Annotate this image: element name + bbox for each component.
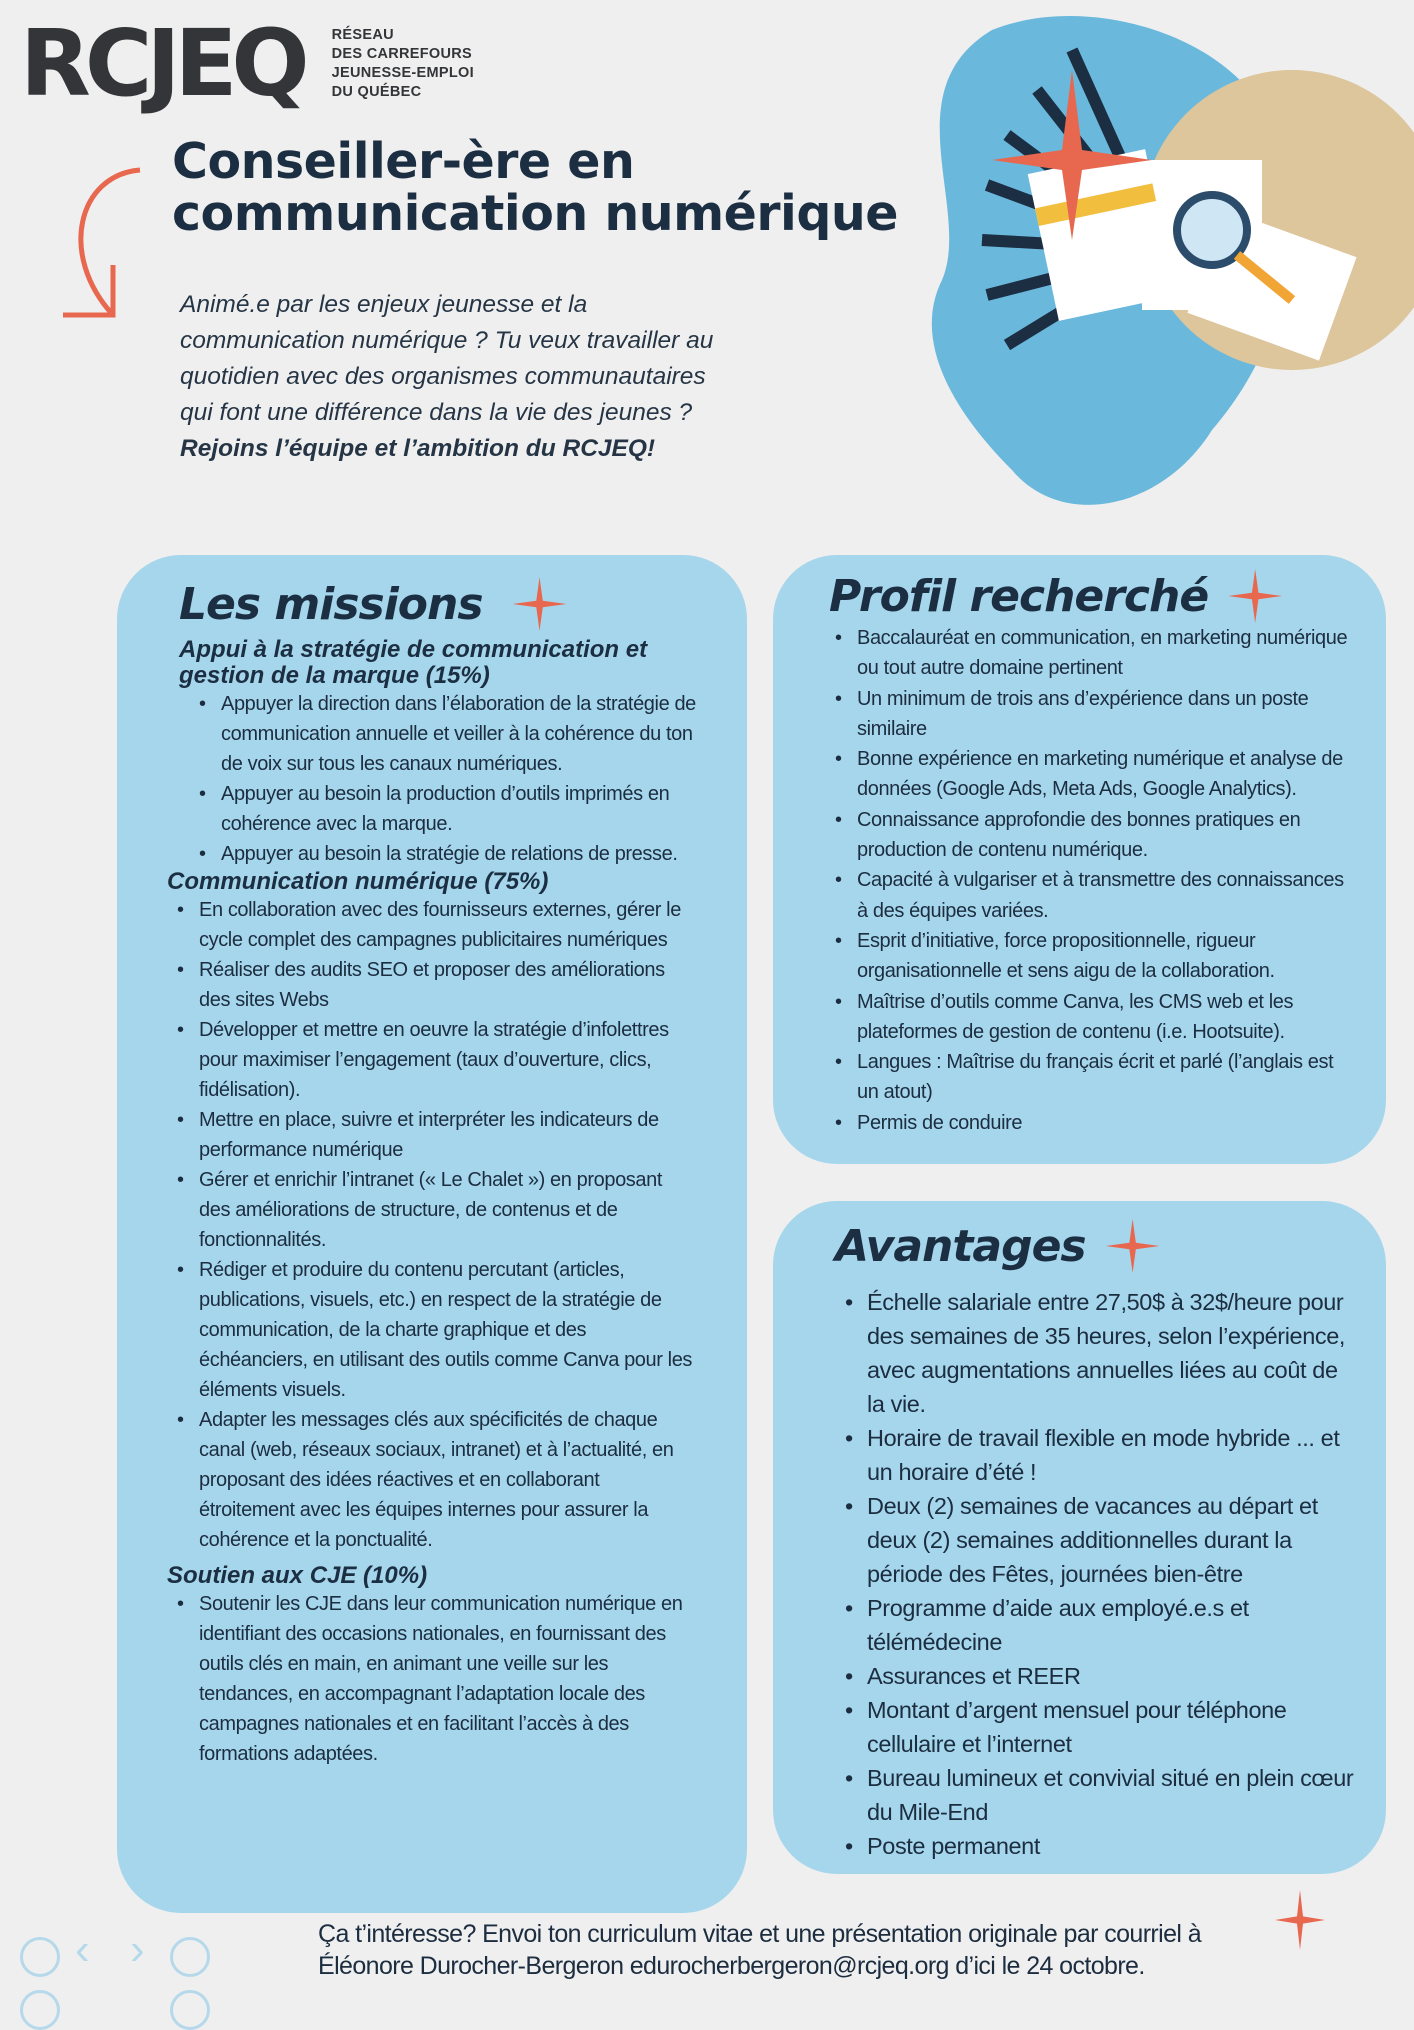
list-item: • Esprit d’initiative, force propositionnelle, rigueur organisationnelle et sens aigu de la collaboration. — [833, 926, 1356, 987]
profil-heading: Profil recherché — [829, 570, 1209, 622]
sparkle-icon — [1228, 569, 1282, 623]
intro-body: Animé.e par les enjeux jeunesse et la communication numérique ? Tu veux travailler au quotidien avec des organismes communautaires qui font une différence dans la vie des jeunes ? — [180, 291, 714, 426]
list-item: • Deux (2) semaines de vacances au départ et deux (2) semaines additionnelles durant la période des Fêtes, journées bien-être — [843, 1489, 1356, 1591]
list-item: • Horaire de travail flexible en mode hybride ... et un horaire d’été ! — [843, 1421, 1356, 1489]
sparkle-icon — [513, 577, 567, 631]
missions-card — [117, 555, 747, 1913]
list-item: • Connaissance approfondie des bonnes pratiques en production de contenu numérique. — [833, 805, 1356, 866]
logo-mark: RCJEQ — [20, 10, 304, 117]
list-item: • Un minimum de trois ans d’expérience dans un poste similaire — [833, 684, 1356, 745]
list-item: • Soutenir les CJE dans leur communication numérique en identifiant des occasions nationales, en fournissant des outils clés en main, en animant une veille sur les tendances, en accompagnant l’adaptation locale des campagnes nationales et en facilitant l’accès à des formations adaptées. — [175, 1589, 697, 1769]
chevron-right-icon: › — [130, 1925, 145, 1974]
circle-decoration-icon — [170, 1937, 210, 1977]
section-title: Soutien aux CJE (10%) — [167, 1562, 428, 1589]
list-item: • Bonne expérience en marketing numérique et analyse de données (Google Ads, Meta Ads, Google Analytics). — [833, 744, 1356, 805]
profil-list — [833, 623, 1356, 1138]
tagline-line: RÉSEAU — [331, 27, 394, 43]
list-item: • Développer et mettre en oeuvre la stratégie d’infolettres pour maximiser l’engagement (taux d’ouverture, clics, fidélisation). — [175, 1015, 697, 1105]
list-item: • Appuyer au besoin la stratégie de relations de presse. — [197, 839, 707, 869]
missions-heading: Les missions — [179, 578, 483, 630]
list-item: • Permis de conduire — [833, 1108, 1356, 1138]
intro-cta: Rejoins l’équipe et l’ambition du RCJEQ! — [180, 435, 656, 462]
list-item: • Rédiger et produire du contenu percutant (articles, publications, visuels, etc.) en respect de la stratégie de communication, de la charte graphique et des échéanciers, en utilisant des outils comme Canva pour les éléments visuels. — [175, 1255, 697, 1405]
tagline-line: JEUNESSE-EMPLOI — [331, 65, 474, 81]
list-item: • Montant d’argent mensuel pour téléphone cellulaire et l’internet — [843, 1693, 1356, 1761]
section-title: Communication numérique (75%) — [167, 868, 549, 895]
sparkle-icon — [1275, 1890, 1325, 1950]
logo — [20, 10, 474, 117]
list-item: • Poste permanent — [843, 1829, 1356, 1863]
avantages-card — [773, 1201, 1386, 1874]
list-item: • En collaboration avec des fournisseurs externes, gérer le cycle complet des campagnes publicitaires numériques — [175, 895, 697, 955]
intro-text — [180, 287, 740, 467]
page-title — [172, 133, 899, 242]
resume-illustration — [912, 10, 1414, 515]
list-item: • Bureau lumineux et convivial situé en plein cœur du Mile-End — [843, 1761, 1356, 1829]
list-item: • Gérer et enrichir l’intranet (« Le Chalet ») en proposant des améliorations de structure, de contenus et de fonctionnalités. — [175, 1165, 697, 1255]
list-item: • Mettre en place, suivre et interpréter les indicateurs de performance numérique — [175, 1105, 697, 1165]
curved-arrow-icon — [58, 165, 148, 325]
section-title: Appui à la stratégie de communication et gestion de la marque (15%) — [179, 636, 648, 689]
footer-line: Éléonore Durocher-Bergeron edurocherbergeron@rcjeq.org d’ici le 24 octobre. — [318, 1952, 1145, 1980]
list-item: • Capacité à vulgariser et à transmettre des connaissances à des équipes variées. — [833, 865, 1356, 926]
list-item: • Adapter les messages clés aux spécificités de chaque canal (web, réseaux sociaux, intranet) et à l’actualité, en proposant des idées réactives et en collaborant étroitement avec les équipes internes pour assurer la cohérence et la ponctualité. — [175, 1405, 697, 1555]
list-item: • Maîtrise d’outils comme Canva, les CMS web et les plateformes de gestion de contenu (i.e. Hootsuite). — [833, 987, 1356, 1048]
avantages-heading: Avantages — [835, 1220, 1086, 1272]
list-item: • Assurances et REER — [843, 1659, 1356, 1693]
list-item: • Appuyer au besoin la production d’outils imprimés en cohérence avec la marque. — [197, 779, 707, 839]
circle-decoration-icon — [20, 1937, 60, 1977]
section-list — [175, 1589, 697, 1769]
circle-decoration-icon — [170, 1990, 210, 2030]
profil-card — [773, 555, 1386, 1164]
list-item: • Échelle salariale entre 27,50$ à 32$/heure pour des semaines de 35 heures, selon l’expérience, avec augmentations annuelles liées au coût de la vie. — [843, 1285, 1356, 1421]
list-item: • Appuyer la direction dans l’élaboration de la stratégie de communication annuelle et veiller à la cohérence du ton de voix sur tous les canaux numériques. — [197, 689, 707, 779]
list-item: • Réaliser des audits SEO et proposer des améliorations des sites Webs — [175, 955, 697, 1015]
footer-line: Ça t’intéresse? Envoi ton curriculum vitae et une présentation originale par courriel à — [318, 1920, 1202, 1948]
logo-tagline — [332, 26, 474, 102]
tagline-line: DES CARREFOURS — [331, 46, 473, 62]
list-item: • Programme d’aide aux employé.e.s et télémédecine — [843, 1591, 1356, 1659]
tagline-line: DU QUÉBEC — [331, 84, 422, 100]
chevron-left-icon: ‹ — [75, 1925, 90, 1974]
section-list — [197, 689, 707, 869]
avantages-list — [843, 1285, 1356, 1863]
section-list — [175, 895, 697, 1555]
title-line: communication numérique — [172, 185, 899, 242]
sparkle-icon — [1106, 1219, 1160, 1273]
list-item: • Baccalauréat en communication, en marketing numérique ou tout autre domaine pertinent — [833, 623, 1356, 684]
list-item: • Langues : Maîtrise du français écrit et parlé (l’anglais est un atout) — [833, 1047, 1356, 1108]
circle-decoration-icon — [20, 1990, 60, 2030]
title-line: Conseiller-ère en — [172, 133, 635, 190]
footer-contact — [318, 1918, 1201, 1982]
